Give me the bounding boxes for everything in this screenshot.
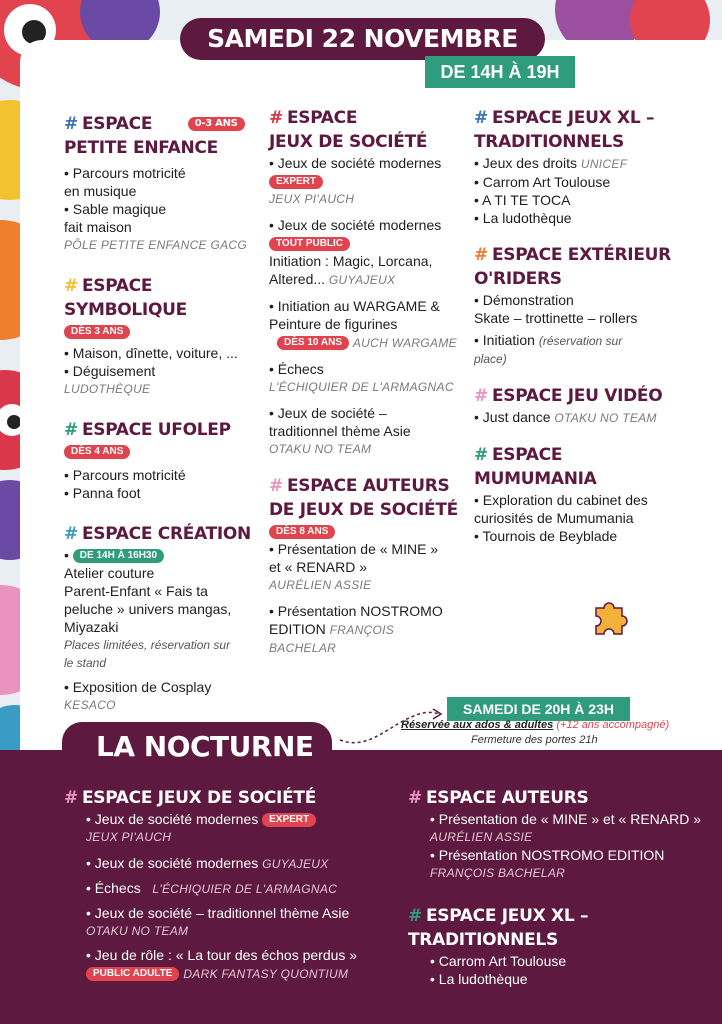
hash-icon: # <box>474 386 488 406</box>
hash-icon: # <box>64 276 78 296</box>
organizer: KESACO <box>64 698 116 712</box>
section-jeux-xl: # ESPACE JEUX XL – TRADITIONNELS • Jeux des droits UNICEF • Carrom Art Toulouse • A TI TE TOCA • La ludothèque <box>474 108 655 226</box>
hash-icon: # <box>474 445 488 465</box>
hash-icon: # <box>64 524 78 544</box>
age-tag: DÈS 3 ANS <box>64 325 130 339</box>
column-2 <box>269 106 469 679</box>
hash-icon: # <box>64 420 78 440</box>
doors-closing-note: Fermeture des portes 21h <box>471 734 598 746</box>
organizer: LUDOTHÈQUE <box>64 382 151 396</box>
hash-icon: # <box>269 476 283 496</box>
hash-icon: # <box>408 788 422 808</box>
section-creation: # ESPACE CRÉATION • DE 14H À 16H30 Atelier couture Parent-Enfant « Fais ta peluche » univers mangas, Miyazaki Places limitées, réservation sur le stand • Exposition de Cosplay KESACO <box>64 522 254 714</box>
hash-icon: # <box>64 788 78 808</box>
nocturne-column-1: # ESPACE JEUX DE SOCIÉTÉ • Jeux de société modernes EXPERT JEUX PI'AUCH • Jeux de société modernes GUYAJEUX • Échecs L'ÉCHIQUIER DE L'ARMAGNAC • Jeux de société – traditionnel thème Asie OTAKU NO TEAM • Jeu de rôle : « La tour des échos perdus » PUBLIC ADULTE DARK FANTASY QUONTIUM <box>64 788 358 981</box>
nocturne-date-banner: SAMEDI DE 20H À 23H <box>447 697 630 721</box>
section-jeu-video: # ESPACE JEU VIDÉO • Just dance OTAKU NO TEAM <box>474 386 663 425</box>
reserved-note: Réservée aux ados & adultes (+12 ans accompagné) <box>401 719 670 731</box>
age-tag: DÈS 4 ANS <box>64 445 130 459</box>
section-jeux-societe: # ESPACE JEUX DE SOCIÉTÉ • Jeux de société modernes EXPERT JEUX PI'AUCH • Jeux de société modernes TOUT PUBLIC Initiation : Magic, Lorcana, Altered... GUYAJEUX • Initiation au WARGAME & Peinture de figurines DÈS 10 ANS AUCH WARGAME • Échecs L'ÉCHIQUIER DE L'ARMAGNAC • Jeux de société – traditionnel thème Asie OTAKU NO TEAM <box>269 108 457 456</box>
hash-icon: # <box>474 108 488 128</box>
nocturne-title: LA NOCTURNE <box>96 730 314 763</box>
section-auteurs: # ESPACE AUTEURS DE JEUX DE SOCIÉTÉ DÈS 8 ANS • Présentation de « MINE » et « RENARD » AURÉLIEN ASSIE • Présentation NOSTROMO EDITION FRANÇOIS BACHELAR <box>269 476 458 655</box>
level-tag: TOUT PUBLIC <box>269 237 350 251</box>
section-exterieur: # ESPACE EXTÉRIEUR O'RIDERS • Démonstration Skate – trottinette – rollers • Initiation (réservation sur place) <box>474 245 671 366</box>
audience-tag: PUBLIC ADULTE <box>86 967 179 981</box>
time-tag: DE 14H À 16H30 <box>73 549 164 563</box>
section-ufolep: # ESPACE UFOLEP DÈS 4 ANS • Parcours motricité • Panna foot <box>64 420 231 501</box>
hash-icon: # <box>474 245 488 265</box>
hash-icon: # <box>64 114 78 134</box>
age-tag: DÈS 10 ANS <box>277 336 349 350</box>
column-3 <box>474 106 694 567</box>
section-petite-enfance: # ESPACE 0-3 ANS PETITE ENFANCE • Parcours motricité en musique • Sable magique fait maison PÔLE PETITE ENFANCE GACG <box>64 112 254 254</box>
dashed-arrow-icon <box>335 700 445 750</box>
age-tag: 0-3 ANS <box>188 117 245 131</box>
level-tag: EXPERT <box>262 813 316 827</box>
nocturne-column-2: # ESPACE AUTEURS • Présentation de « MINE » et « RENARD » AURÉLIEN ASSIE • Présentation NOSTROMO EDITION FRANÇOIS BACHELAR # ESPACE JEUX XL – TRADITIONNELS • Carrom Art Toulouse • La ludothèque <box>408 788 702 987</box>
hash-icon: # <box>269 108 283 128</box>
section-symbolique: # ESPACE SYMBOLIQUE DÈS 3 ANS • Maison, dînette, voiture, ... • Déguisement LUDOTHÈQUE <box>64 274 254 398</box>
organizer: PÔLE PETITE ENFANCE GACG <box>64 238 248 252</box>
column-1 <box>64 112 254 736</box>
age-tag: DÈS 8 ANS <box>269 525 335 539</box>
date-banner: SAMEDI 22 NOVEMBRE <box>180 18 545 60</box>
hours-banner: DE 14H À 19H <box>425 56 575 88</box>
level-tag: EXPERT <box>269 175 323 189</box>
section-mumumania: # ESPACE MUMUMANIA • Exploration du cabinet des curiosités de Mumumania • Tournois de Beyblade <box>474 445 648 544</box>
hash-icon: # <box>408 906 422 926</box>
puzzle-piece-icon <box>588 598 632 642</box>
